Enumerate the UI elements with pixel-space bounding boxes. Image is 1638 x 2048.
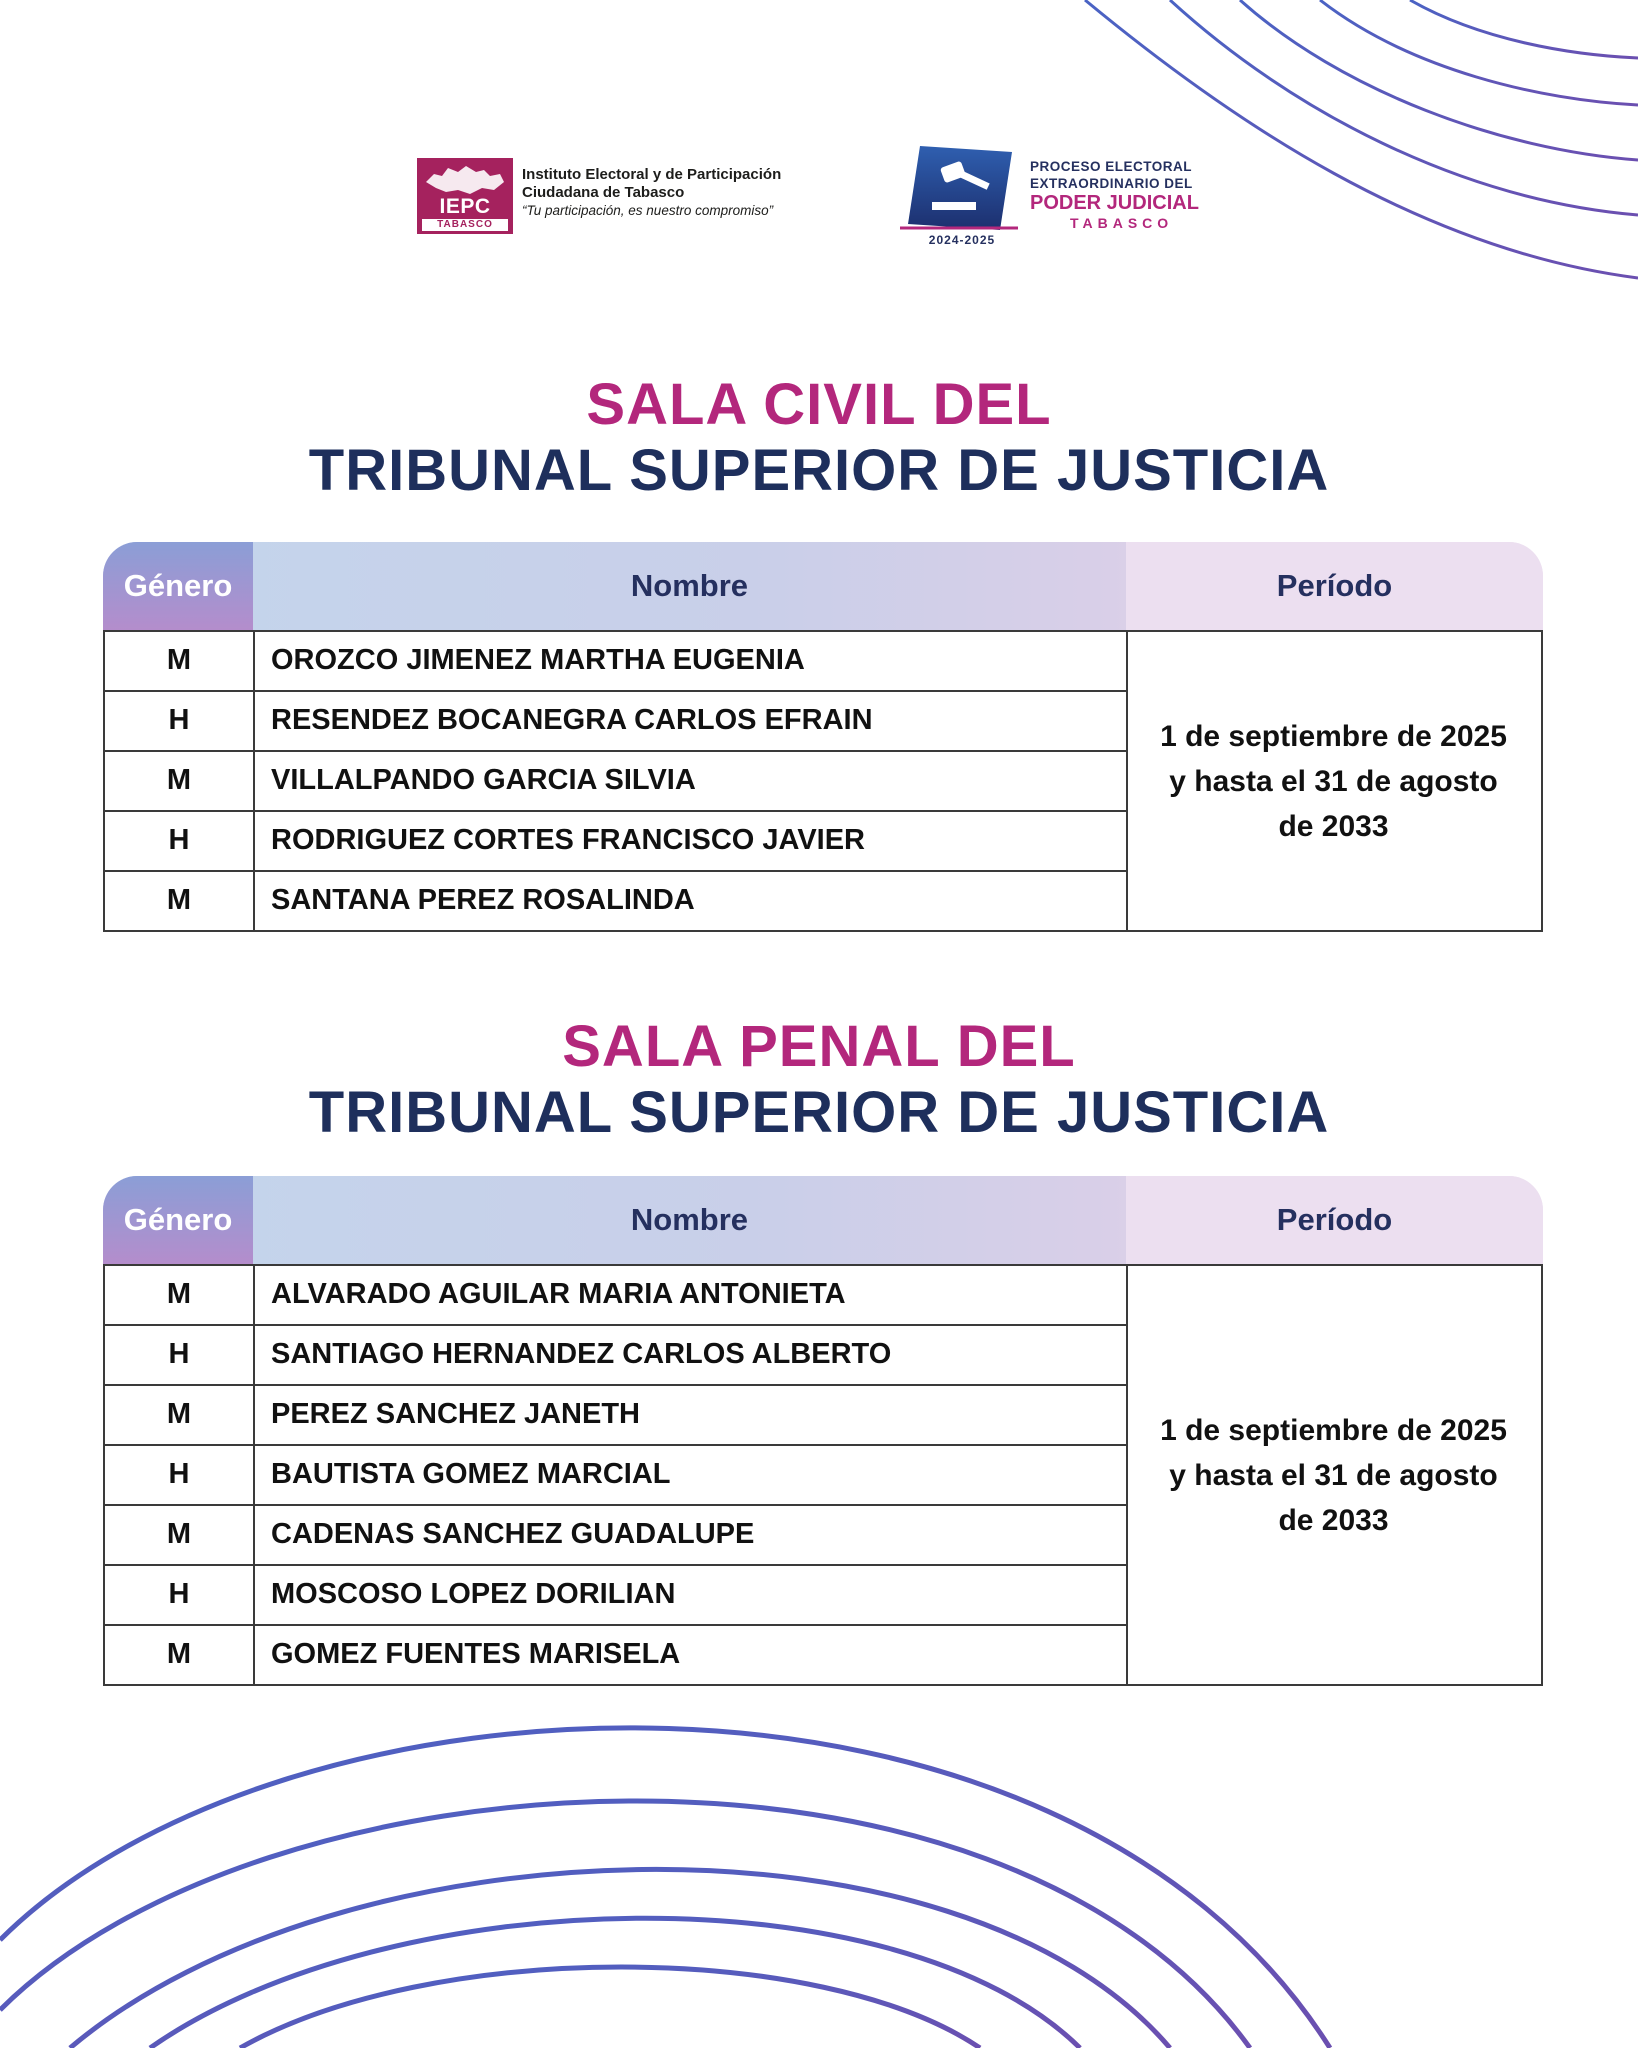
table-row [105,1564,1128,1624]
process-line3: PODER JUDICIAL [1030,192,1199,214]
table-row [105,810,1128,870]
iepc-name-line1: Instituto Electoral y de Participación [522,166,782,183]
process-name [1030,158,1230,232]
periodo-line: 1 de septiembre de 2025 [1160,719,1507,753]
periodo-line: y hasta el 31 de agosto [1169,764,1498,798]
table-row [105,870,1128,930]
table-row [105,690,1128,750]
proceso-electoral-logo [900,142,1230,252]
column-header-periodo: Período [1126,1176,1543,1264]
sala-civil-title [0,372,1638,504]
process-years: 2024-2025 [928,233,996,247]
tabasco-map-icon [424,164,506,196]
table-header [103,542,1543,630]
table-body [103,630,1543,932]
iepc-slogan: “Tu participación, es nuestro compromiso” [522,203,774,218]
column-header-genero: Género [103,542,253,630]
genero-cell: H [105,812,255,870]
table-row [105,1264,1128,1324]
section-title-bottom: TRIBUNAL SUPERIOR DE JUSTICIA [308,438,1330,503]
nombre-cell: BAUTISTA GOMEZ MARCIAL [255,1446,1128,1504]
genero-cell: H [105,1566,255,1624]
iepc-state: TABASCO [422,219,508,231]
iepc-logo [417,158,817,234]
table-row [105,1384,1128,1444]
process-line1: PROCESO ELECTORAL [1030,159,1193,174]
genero-cell: H [105,1446,255,1504]
iepc-name-line2: Ciudadana de Tabasco [522,184,685,201]
nombre-cell: MOSCOSO LOPEZ DORILIAN [255,1566,1128,1624]
genero-cell: H [105,1326,255,1384]
nombre-cell: RODRIGUEZ CORTES FRANCISCO JAVIER [255,812,1128,870]
genero-cell: M [105,752,255,810]
nombre-cell: CADENAS SANCHEZ GUADALUPE [255,1506,1128,1564]
periodo-line: 1 de septiembre de 2025 [1160,1413,1507,1447]
section-title-top: SALA CIVIL DEL [586,372,1052,437]
column-header-periodo: Período [1126,542,1543,630]
genero-cell: M [105,1386,255,1444]
periodo-line: y hasta el 31 de agosto [1169,1458,1498,1492]
genero-cell: M [105,632,255,690]
process-line2: EXTRAORDINARIO DEL [1030,176,1193,191]
nombre-cell: OROZCO JIMENEZ MARTHA EUGENIA [255,632,1128,690]
sala-penal-table [103,1176,1543,1686]
iepc-name [522,166,822,220]
periodo-line: de 2033 [1278,809,1389,843]
column-header-nombre: Nombre [630,1202,749,1237]
column-header-nombre: Nombre [630,568,749,603]
genero-cell: M [105,1266,255,1324]
table-row [105,1444,1128,1504]
section-title-bottom: TRIBUNAL SUPERIOR DE JUSTICIA [308,1080,1330,1145]
genero-cell: M [105,1506,255,1564]
nombre-cell: SANTIAGO HERNANDEZ CARLOS ALBERTO [255,1326,1128,1384]
periodo-line: de 2033 [1278,1503,1389,1537]
sala-penal-title [0,1014,1638,1146]
periodo-cell [1126,1264,1541,1684]
periodo-cell [1126,630,1541,930]
nombre-cell: ALVARADO AGUILAR MARIA ANTONIETA [255,1266,1128,1324]
table-row [105,750,1128,810]
table-row [105,630,1128,690]
table-row [105,1324,1128,1384]
genero-cell: H [105,692,255,750]
iepc-emblem [417,158,513,234]
table-row [105,1504,1128,1564]
nombre-cell: VILLALPANDO GARCIA SILVIA [255,752,1128,810]
process-line4: TABASCO [1070,215,1174,231]
nombre-cell: GOMEZ FUENTES MARISELA [255,1626,1128,1684]
nombre-cell: PEREZ SANCHEZ JANETH [255,1386,1128,1444]
column-header-genero: Género [103,1176,253,1264]
nombre-cell: RESENDEZ BOCANEGRA CARLOS EFRAIN [255,692,1128,750]
genero-cell: M [105,1626,255,1684]
iepc-acronym: IEPC [439,195,491,218]
sala-civil-table [103,542,1543,932]
table-body [103,1264,1543,1686]
section-title-top: SALA PENAL DEL [562,1014,1076,1079]
nombre-cell: SANTANA PEREZ ROSALINDA [255,872,1128,930]
table-header [103,1176,1543,1264]
table-row [105,1624,1128,1684]
genero-cell: M [105,872,255,930]
